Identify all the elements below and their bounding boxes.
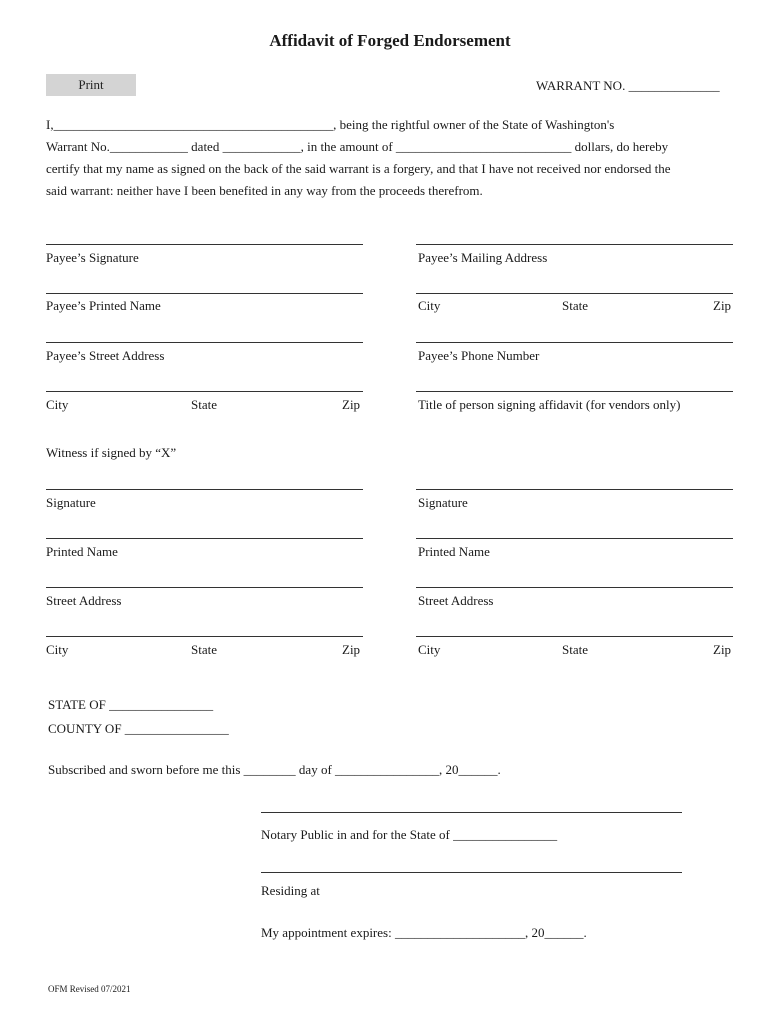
payee-mailing-state-label: State xyxy=(562,298,588,313)
title-signing-label: Title of person signing affidavit (for vendors only) xyxy=(418,397,681,412)
payee-mailing-address-line xyxy=(416,244,733,245)
statement-line-4: said warrant: neither have I been benefited in any way from the proceeds therefrom. xyxy=(46,183,483,198)
witness-right-printed-name-line xyxy=(416,538,733,539)
payee-signature-line xyxy=(46,244,363,245)
witness-left-street-line xyxy=(46,587,363,588)
county-of-field: COUNTY OF ________________ xyxy=(48,721,229,736)
witness-right-street-label: Street Address xyxy=(418,593,494,608)
payee-printed-name-line xyxy=(46,293,363,294)
witness-heading: Witness if signed by “X” xyxy=(46,445,177,460)
statement-line-3: certify that my name as signed on the back of the said warrant is a forgery, and that I have not received nor endorsed the xyxy=(46,161,671,176)
state-of-field: STATE OF ________________ xyxy=(48,697,214,712)
revision-footer: OFM Revised 07/2021 xyxy=(48,984,131,994)
residing-line xyxy=(261,872,682,873)
payee-street-address-label: Payee’s Street Address xyxy=(46,348,165,363)
print-button[interactable]: Print xyxy=(46,74,136,96)
witness-left-state-label: State xyxy=(191,642,217,657)
payee-city-line xyxy=(46,391,363,392)
residing-label: Residing at xyxy=(261,883,320,898)
witness-right-zip-label: Zip xyxy=(713,642,732,657)
payee-mailing-zip-label: Zip xyxy=(713,298,732,313)
witness-right-street-line xyxy=(416,587,733,588)
payee-city-label: City xyxy=(46,397,69,412)
document-title: Affidavit of Forged Endorsement xyxy=(269,31,511,50)
witness-left-signature-label: Signature xyxy=(46,495,96,510)
payee-mailing-city-label: City xyxy=(418,298,441,313)
witness-left-zip-label: Zip xyxy=(342,642,361,657)
appointment-expires-field: My appointment expires: ____________________, 20______. xyxy=(261,925,587,940)
witness-left-signature-line xyxy=(46,489,363,490)
warrant-number-field: WARRANT NO. ______________ xyxy=(536,78,720,93)
witness-right-signature-line xyxy=(416,489,733,490)
payee-phone-line xyxy=(416,342,733,343)
witness-left-city-label: City xyxy=(46,642,69,657)
witness-left-city-line xyxy=(46,636,363,637)
statement-line-1: I,___________________________________________, being the rightful owner of the State of Washington's xyxy=(46,117,615,132)
payee-printed-name-label: Payee’s Printed Name xyxy=(46,298,161,313)
witness-right-signature-label: Signature xyxy=(418,495,468,510)
payee-signature-label: Payee’s Signature xyxy=(46,250,139,265)
payee-zip-label: Zip xyxy=(342,397,361,412)
witness-right-printed-name-label: Printed Name xyxy=(418,544,490,559)
sworn-statement: Subscribed and sworn before me this ________ day of ________________, 20______. xyxy=(48,762,501,777)
witness-right-state-label: State xyxy=(562,642,588,657)
notary-public-label: Notary Public in and for the State of ________________ xyxy=(261,827,558,842)
witness-right-city-label: City xyxy=(418,642,441,657)
payee-mailing-address-label: Payee’s Mailing Address xyxy=(418,250,548,265)
title-signing-line xyxy=(416,391,733,392)
witness-left-printed-name-line xyxy=(46,538,363,539)
payee-state-label: State xyxy=(191,397,217,412)
payee-street-address-line xyxy=(46,342,363,343)
notary-signature-line xyxy=(261,812,682,813)
witness-right-city-line xyxy=(416,636,733,637)
payee-phone-label: Payee’s Phone Number xyxy=(418,348,540,363)
payee-mailing-city-line xyxy=(416,293,733,294)
witness-left-printed-name-label: Printed Name xyxy=(46,544,118,559)
statement-line-2: Warrant No.____________ dated ____________, in the amount of ___________________________ dollars, do hereby xyxy=(46,139,669,154)
witness-left-street-label: Street Address xyxy=(46,593,122,608)
